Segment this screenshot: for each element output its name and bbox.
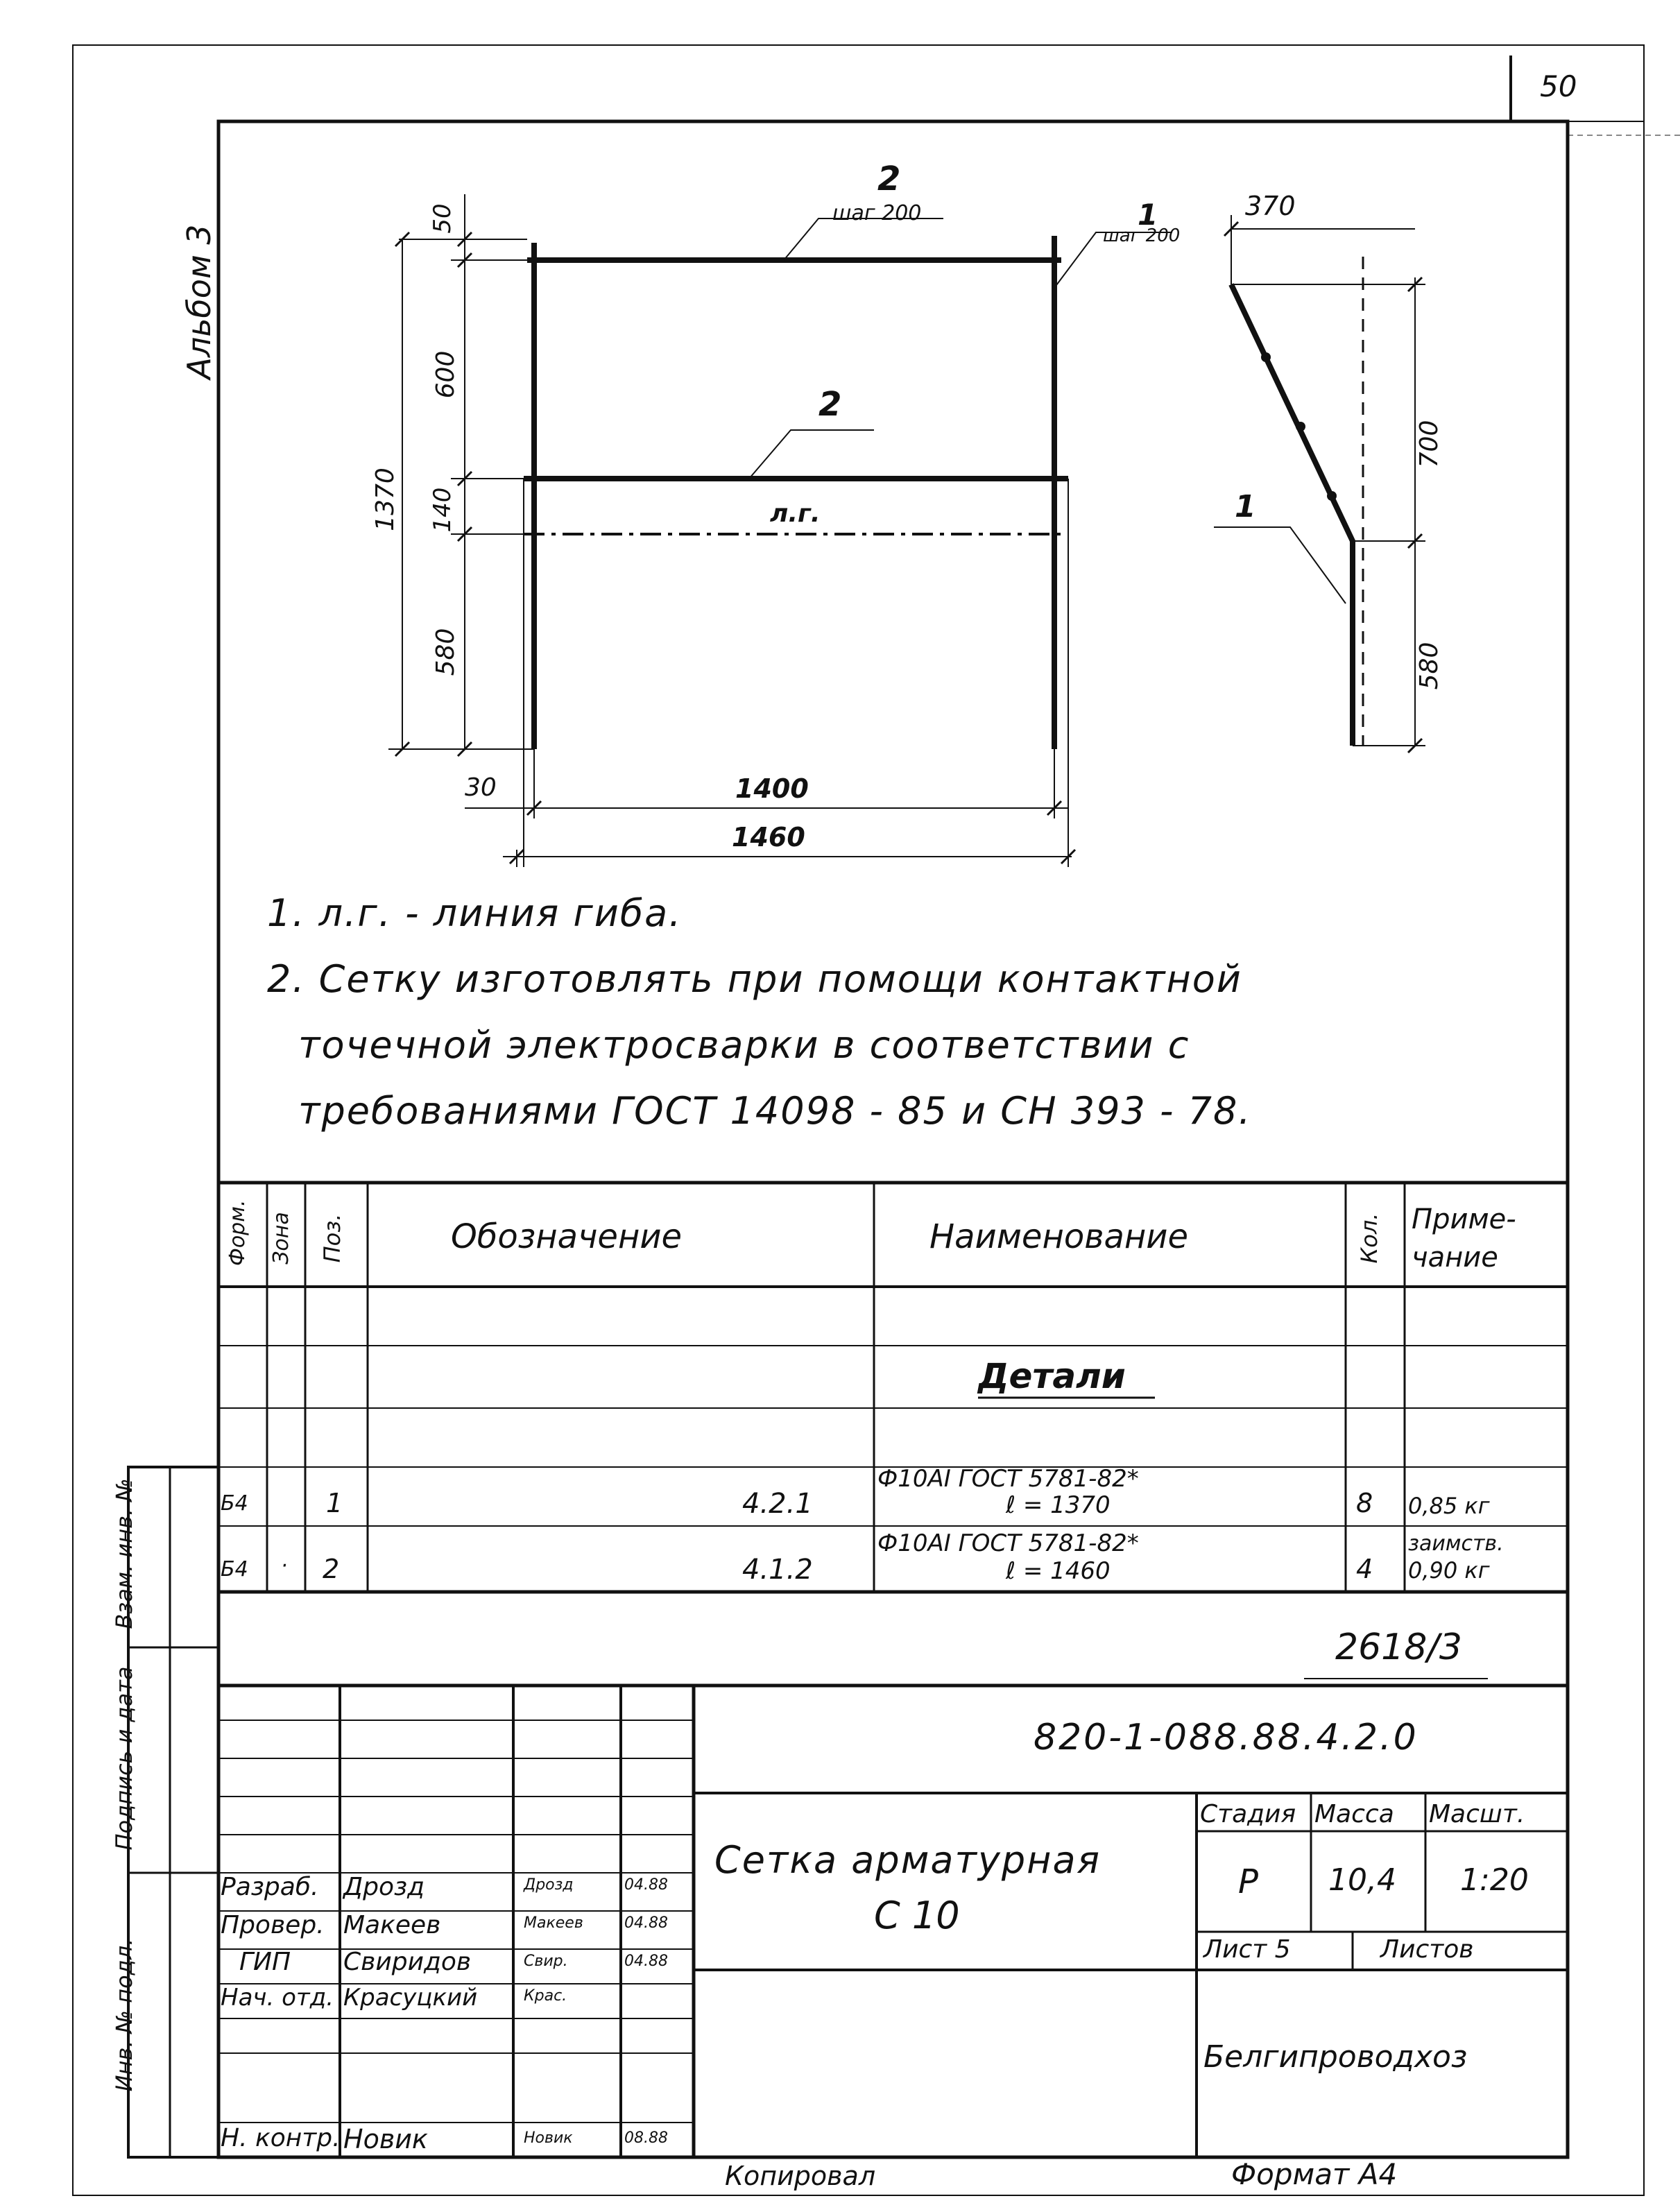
row2-zone: · (281, 1554, 288, 1578)
side-dim-580: 580 (1415, 642, 1443, 690)
side-view-drawing (1214, 215, 1425, 753)
step-label-col: шаг 200 (1103, 225, 1181, 246)
side-dim-700: 700 (1415, 420, 1443, 468)
stamp-inv-orig: Инв. № подл. (111, 1938, 137, 2092)
role-5: Н. контр. (221, 2124, 341, 2152)
dim-140: 140 (429, 487, 456, 533)
role-4-sig: Крас. (524, 1987, 567, 2005)
role-2-sig: Макеев (524, 1914, 583, 1932)
sheets-label: Листов (1380, 1935, 1474, 1964)
mass-value: 10,4 (1328, 1862, 1396, 1898)
row2-note-l2: 0,90 кг (1408, 1557, 1490, 1584)
role-5-name: Новик (343, 2124, 428, 2154)
side-label-1: 1 (1235, 489, 1256, 524)
role-3-sig: Свир. (524, 1953, 568, 1970)
hdr-format: Форм. (225, 1199, 250, 1266)
row2-pos: 2 (323, 1554, 340, 1584)
footer-format: Формат А4 (1231, 2157, 1398, 2191)
note-3: точечной электросварки в соответствии с (298, 1023, 1190, 1067)
bar-label-mid: 2 (818, 385, 842, 424)
doc-title-l1: Сетка арматурная (714, 1838, 1102, 1882)
dim-580: 580 (431, 628, 460, 676)
stage-label: Стадия (1200, 1800, 1296, 1828)
note-4: требованиями ГОСТ 14098 - 85 и СН 393 - 78. (298, 1089, 1252, 1133)
role-5-sig: Новик (524, 2129, 573, 2147)
footer-copied: Копировал (725, 2161, 876, 2191)
page-number: 50 (1540, 69, 1577, 103)
role-4-name: Красуцкий (343, 1984, 478, 2012)
col-label: 1 (1138, 198, 1158, 232)
row2-name-l2: ℓ = 1460 (1006, 1557, 1111, 1585)
scale-label: Масшт. (1429, 1800, 1525, 1828)
role-1-date: 04.88 (624, 1876, 668, 1894)
dim-600: 600 (431, 350, 460, 399)
row2-designation: 4.1.2 (742, 1554, 813, 1586)
role-3-date: 04.88 (624, 1953, 668, 1970)
stamp-swap-inv: Взам. инв. № (111, 1478, 137, 1629)
row1-format: Б4 (221, 1491, 248, 1516)
role-3-name: Свиридов (343, 1948, 472, 1976)
dim-1400: 1400 (735, 773, 809, 804)
stage-value: Р (1238, 1862, 1258, 1901)
role-4: Нач. отд. (221, 1984, 334, 2012)
hdr-pos: Поз. (319, 1213, 345, 1263)
note-2: 2. Сетку изготовлять при помощи контактной (267, 957, 1242, 1001)
row1-name-l1: Ф10АI ГОСТ 5781-82* (877, 1465, 1139, 1493)
organization: Белгипроводхоз (1203, 2039, 1468, 2075)
row2-note-l1: заимств. (1408, 1532, 1504, 1556)
dim-30: 30 (465, 773, 497, 802)
mesh-drawing (388, 194, 1172, 867)
dim-50: 50 (429, 203, 456, 234)
hdr-designation: Обозначение (451, 1217, 683, 1256)
row1-qty: 8 (1356, 1488, 1373, 1518)
role-5-date: 08.88 (624, 2129, 668, 2147)
role-1-sig: Дрозд (524, 1876, 574, 1894)
side-dim-370: 370 (1245, 191, 1296, 221)
role-1-name: Дрозд (343, 1873, 425, 1901)
dim-1460: 1460 (732, 822, 805, 852)
hdr-qty: Кол. (1356, 1212, 1382, 1264)
hdr-note-l2: чание (1412, 1242, 1498, 1274)
scale-value: 1:20 (1460, 1862, 1529, 1898)
doc-title-l2: С 10 (874, 1894, 960, 1937)
row2-qty: 4 (1356, 1554, 1373, 1584)
sheet-label: Лист 5 (1203, 1935, 1291, 1964)
dim-1370: 1370 (371, 468, 400, 531)
role-2-date: 04.88 (624, 1914, 668, 1932)
row1-pos: 1 (326, 1488, 343, 1518)
row2-format: Б4 (221, 1557, 248, 1581)
hdr-zone: Зона (269, 1212, 293, 1264)
mass-label: Масса (1314, 1800, 1394, 1828)
hdr-note-l1: Приме- (1412, 1203, 1516, 1235)
note-1: 1. л.г. - линия гиба. (267, 891, 683, 935)
order-number: 2618/3 (1335, 1627, 1462, 1668)
bar-label-top: 2 (877, 160, 901, 198)
role-3: ГИП (239, 1948, 291, 1976)
role-1: Разраб. (221, 1873, 319, 1901)
section-details: Детали (978, 1356, 1126, 1396)
doc-code: 820-1-088.88.4.2.0 (1034, 1717, 1418, 1758)
step-label-top: шаг 200 (832, 201, 922, 225)
role-2: Провер. (221, 1911, 325, 1939)
row1-designation: 4.2.1 (742, 1488, 813, 1520)
stamp-sign-date: Подпись и дата (111, 1666, 137, 1851)
row1-name-l2: ℓ = 1370 (1006, 1491, 1111, 1519)
row1-note-l2: 0,85 кг (1408, 1493, 1490, 1519)
role-2-name: Макеев (343, 1911, 441, 1939)
row2-name-l1: Ф10АI ГОСТ 5781-82* (877, 1529, 1139, 1557)
hdr-name: Наименование (929, 1217, 1189, 1256)
bend-line-label: л.г. (770, 499, 821, 528)
album-label: Альбом 3 (180, 224, 218, 379)
